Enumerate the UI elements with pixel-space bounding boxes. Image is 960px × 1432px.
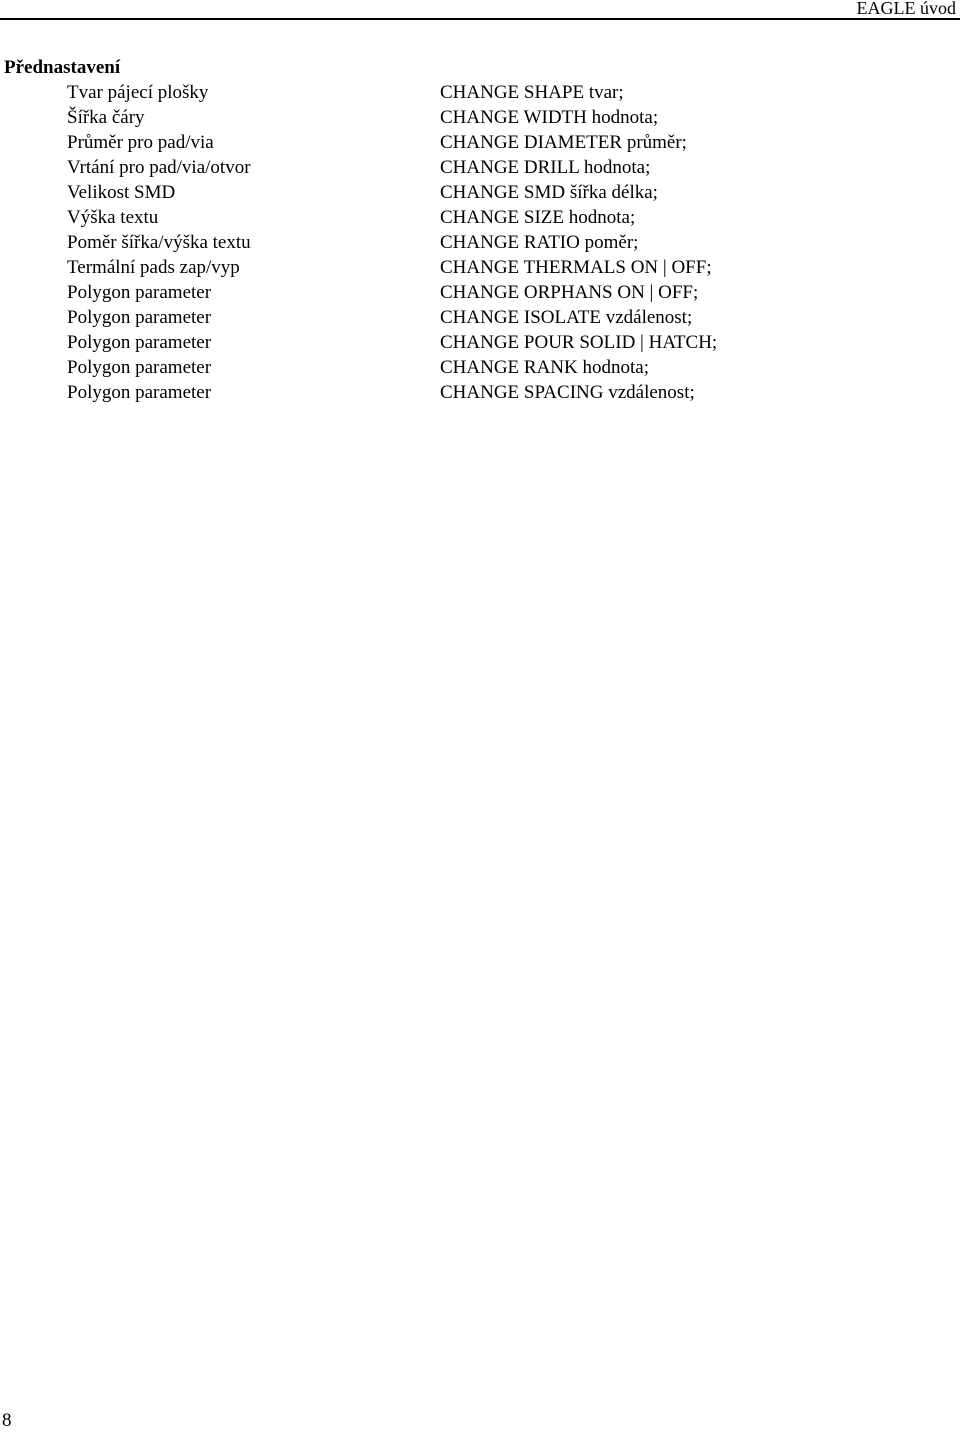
setting-row <box>0 80 960 105</box>
settings-list <box>0 80 960 405</box>
header-title: EAGLE úvod <box>856 0 956 18</box>
setting-row <box>0 380 960 405</box>
setting-row <box>0 305 960 330</box>
setting-command: CHANGE ISOLATE vzdálenost; <box>440 307 693 328</box>
page-header <box>0 0 960 20</box>
setting-row <box>0 205 960 230</box>
setting-row <box>0 255 960 280</box>
header-divider <box>0 18 960 20</box>
setting-label: Termální pads zap/vyp <box>67 257 240 278</box>
setting-command: CHANGE ORPHANS ON | OFF; <box>440 282 699 303</box>
setting-label: Polygon parameter <box>67 282 212 303</box>
setting-command: CHANGE SPACING vzdálenost; <box>440 382 695 403</box>
setting-row <box>0 230 960 255</box>
setting-command: CHANGE DRILL hodnota; <box>440 157 651 178</box>
setting-command: CHANGE RANK hodnota; <box>440 357 649 378</box>
setting-command: CHANGE RATIO poměr; <box>440 232 639 253</box>
setting-command: CHANGE SHAPE tvar; <box>440 82 624 103</box>
setting-command: CHANGE SIZE hodnota; <box>440 207 636 228</box>
setting-label: Výška textu <box>67 207 159 228</box>
setting-row <box>0 180 960 205</box>
setting-command: CHANGE POUR SOLID | HATCH; <box>440 332 718 353</box>
setting-label: Polygon parameter <box>67 307 212 328</box>
setting-row <box>0 105 960 130</box>
setting-command: CHANGE DIAMETER průměr; <box>440 132 687 153</box>
setting-label: Průměr pro pad/via <box>67 132 214 153</box>
setting-row <box>0 355 960 380</box>
page-number: 8 <box>2 1410 12 1431</box>
setting-label: Polygon parameter <box>67 382 212 403</box>
setting-label: Polygon parameter <box>67 332 212 353</box>
section-heading: Přednastavení <box>4 57 121 78</box>
setting-label: Poměr šířka/výška textu <box>67 232 251 253</box>
setting-label: Šířka čáry <box>67 107 145 128</box>
setting-label: Tvar pájecí plošky <box>67 82 209 103</box>
setting-row <box>0 280 960 305</box>
setting-command: CHANGE SMD šířka délka; <box>440 182 658 203</box>
setting-command: CHANGE THERMALS ON | OFF; <box>440 257 712 278</box>
setting-label: Velikost SMD <box>67 182 176 203</box>
setting-row <box>0 155 960 180</box>
setting-row <box>0 130 960 155</box>
setting-row <box>0 330 960 355</box>
setting-label: Polygon parameter <box>67 357 212 378</box>
setting-label: Vrtání pro pad/via/otvor <box>67 157 251 178</box>
setting-command: CHANGE WIDTH hodnota; <box>440 107 659 128</box>
